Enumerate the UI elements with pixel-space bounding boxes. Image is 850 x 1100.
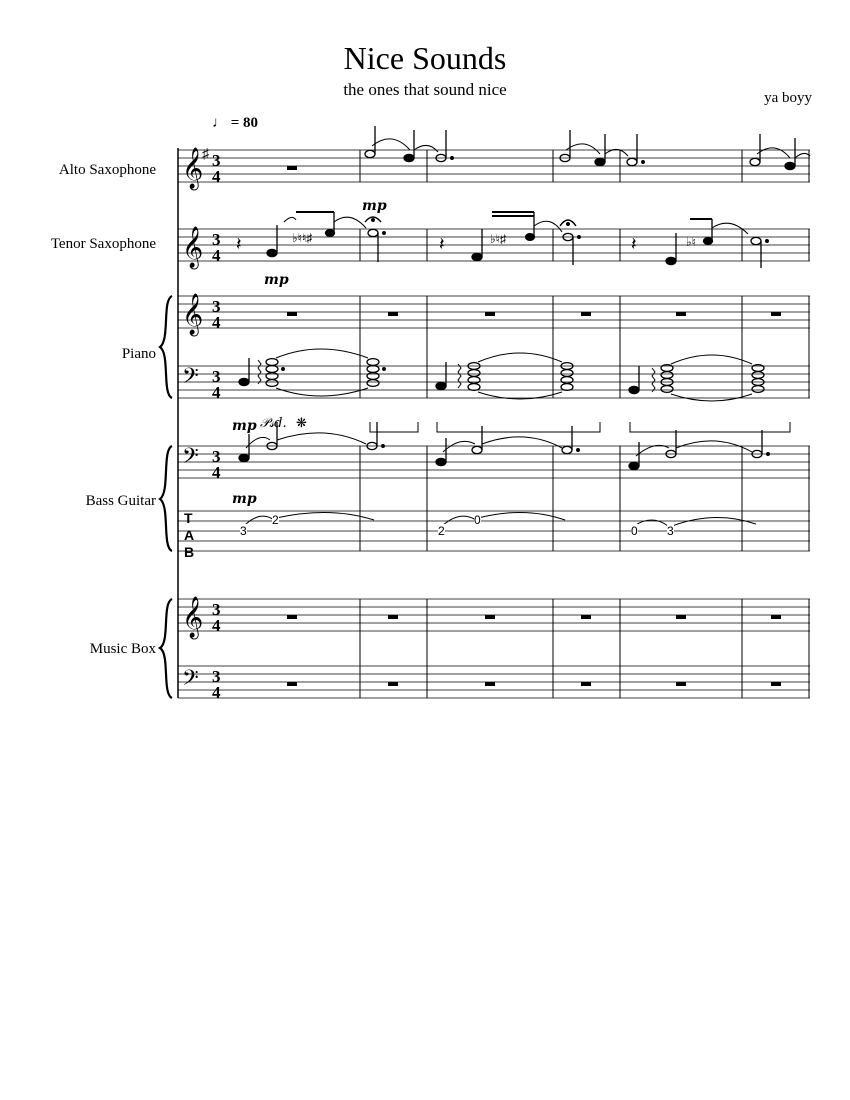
score-title: Nice Sounds	[343, 40, 507, 76]
tab-clef-letter: A	[184, 527, 195, 543]
bass-guitar-brace	[160, 446, 172, 551]
svg-text:♭♮♯: ♭♮♯	[490, 232, 506, 246]
bass-clef-icon: 𝄢	[182, 364, 199, 393]
instrument-label-alto-sax: Alto Saxophone	[58, 162, 156, 178]
treble-clef-icon: 𝄞	[182, 597, 204, 637]
time-sig-top: 3	[212, 297, 221, 316]
time-sig-bottom: 4	[212, 246, 221, 265]
treble-clef-icon: 𝄞	[182, 227, 204, 267]
time-sig-top: 3	[212, 600, 221, 619]
time-sig-bottom: 4	[212, 167, 221, 186]
svg-text:♭♮: ♭♮	[686, 235, 696, 249]
staff-bass-guitar	[178, 446, 810, 478]
tab-clef-letter: B	[184, 544, 195, 560]
time-sig-top: 3	[212, 667, 221, 686]
svg-text:𝄽: 𝄽	[236, 234, 242, 254]
tab-fret-number: 3	[667, 524, 674, 538]
score-subtitle: the ones that sound nice	[343, 80, 507, 99]
piano-bass-notes	[239, 349, 764, 401]
instrument-label-music-box: Music Box	[89, 641, 156, 657]
instrument-label-bass-guitar: Bass Guitar	[85, 493, 156, 509]
time-sig-top: 3	[212, 367, 221, 386]
instrument-label-piano: Piano	[121, 346, 156, 362]
staff-piano-bass	[178, 366, 810, 398]
time-sig-bottom: 4	[212, 313, 221, 332]
sharp-icon: ♯	[202, 147, 209, 162]
pedal-marking: 𝒫𝓈d.	[260, 416, 287, 431]
time-sig-top: 3	[212, 230, 221, 249]
time-sig-top: 3	[212, 151, 221, 170]
svg-text:𝄽: 𝄽	[631, 234, 637, 254]
pedal-brackets	[370, 422, 790, 432]
alto-sax-notes	[365, 126, 810, 170]
tab-fret-number: 0	[474, 513, 481, 527]
staff-alto-sax	[178, 150, 810, 182]
time-sig-top: 3	[212, 447, 221, 466]
dynamic-mp: mp	[264, 272, 289, 288]
music-box-brace	[160, 599, 172, 698]
tab-fret-number: 2	[438, 524, 445, 538]
pedal-release-icon: ❋	[296, 416, 307, 431]
bass-clef-icon: 𝄢	[182, 666, 199, 695]
svg-text:𝄽: 𝄽	[439, 234, 445, 254]
dynamic-mp: mp	[362, 198, 387, 214]
composer: ya boyy	[764, 90, 812, 106]
treble-clef-icon: 𝄞	[182, 148, 204, 188]
piano-brace	[160, 296, 172, 398]
tab-clef-letter: T	[184, 510, 193, 526]
tempo-marking: ♩ = 80	[212, 115, 259, 131]
svg-text:♭♮♮♯: ♭♮♮♯	[292, 231, 313, 245]
tenor-sax-notes	[236, 212, 768, 268]
time-sig-bottom: 4	[212, 463, 221, 482]
tab-fret-number: 3	[240, 524, 247, 538]
bass-clef-icon: 𝄢	[182, 444, 199, 473]
time-sig-bottom: 4	[212, 683, 221, 702]
dynamic-mp: mp	[232, 418, 257, 434]
tab-fret-number: 2	[272, 513, 279, 527]
tab-ties	[244, 512, 756, 526]
time-sig-bottom: 4	[212, 616, 221, 635]
time-sig-bottom: 4	[212, 383, 221, 402]
dynamic-mp: mp	[232, 491, 257, 507]
tab-fret-number: 0	[631, 524, 638, 538]
treble-clef-icon: 𝄞	[182, 294, 204, 334]
instrument-label-tenor-sax: Tenor Saxophone	[50, 236, 156, 252]
